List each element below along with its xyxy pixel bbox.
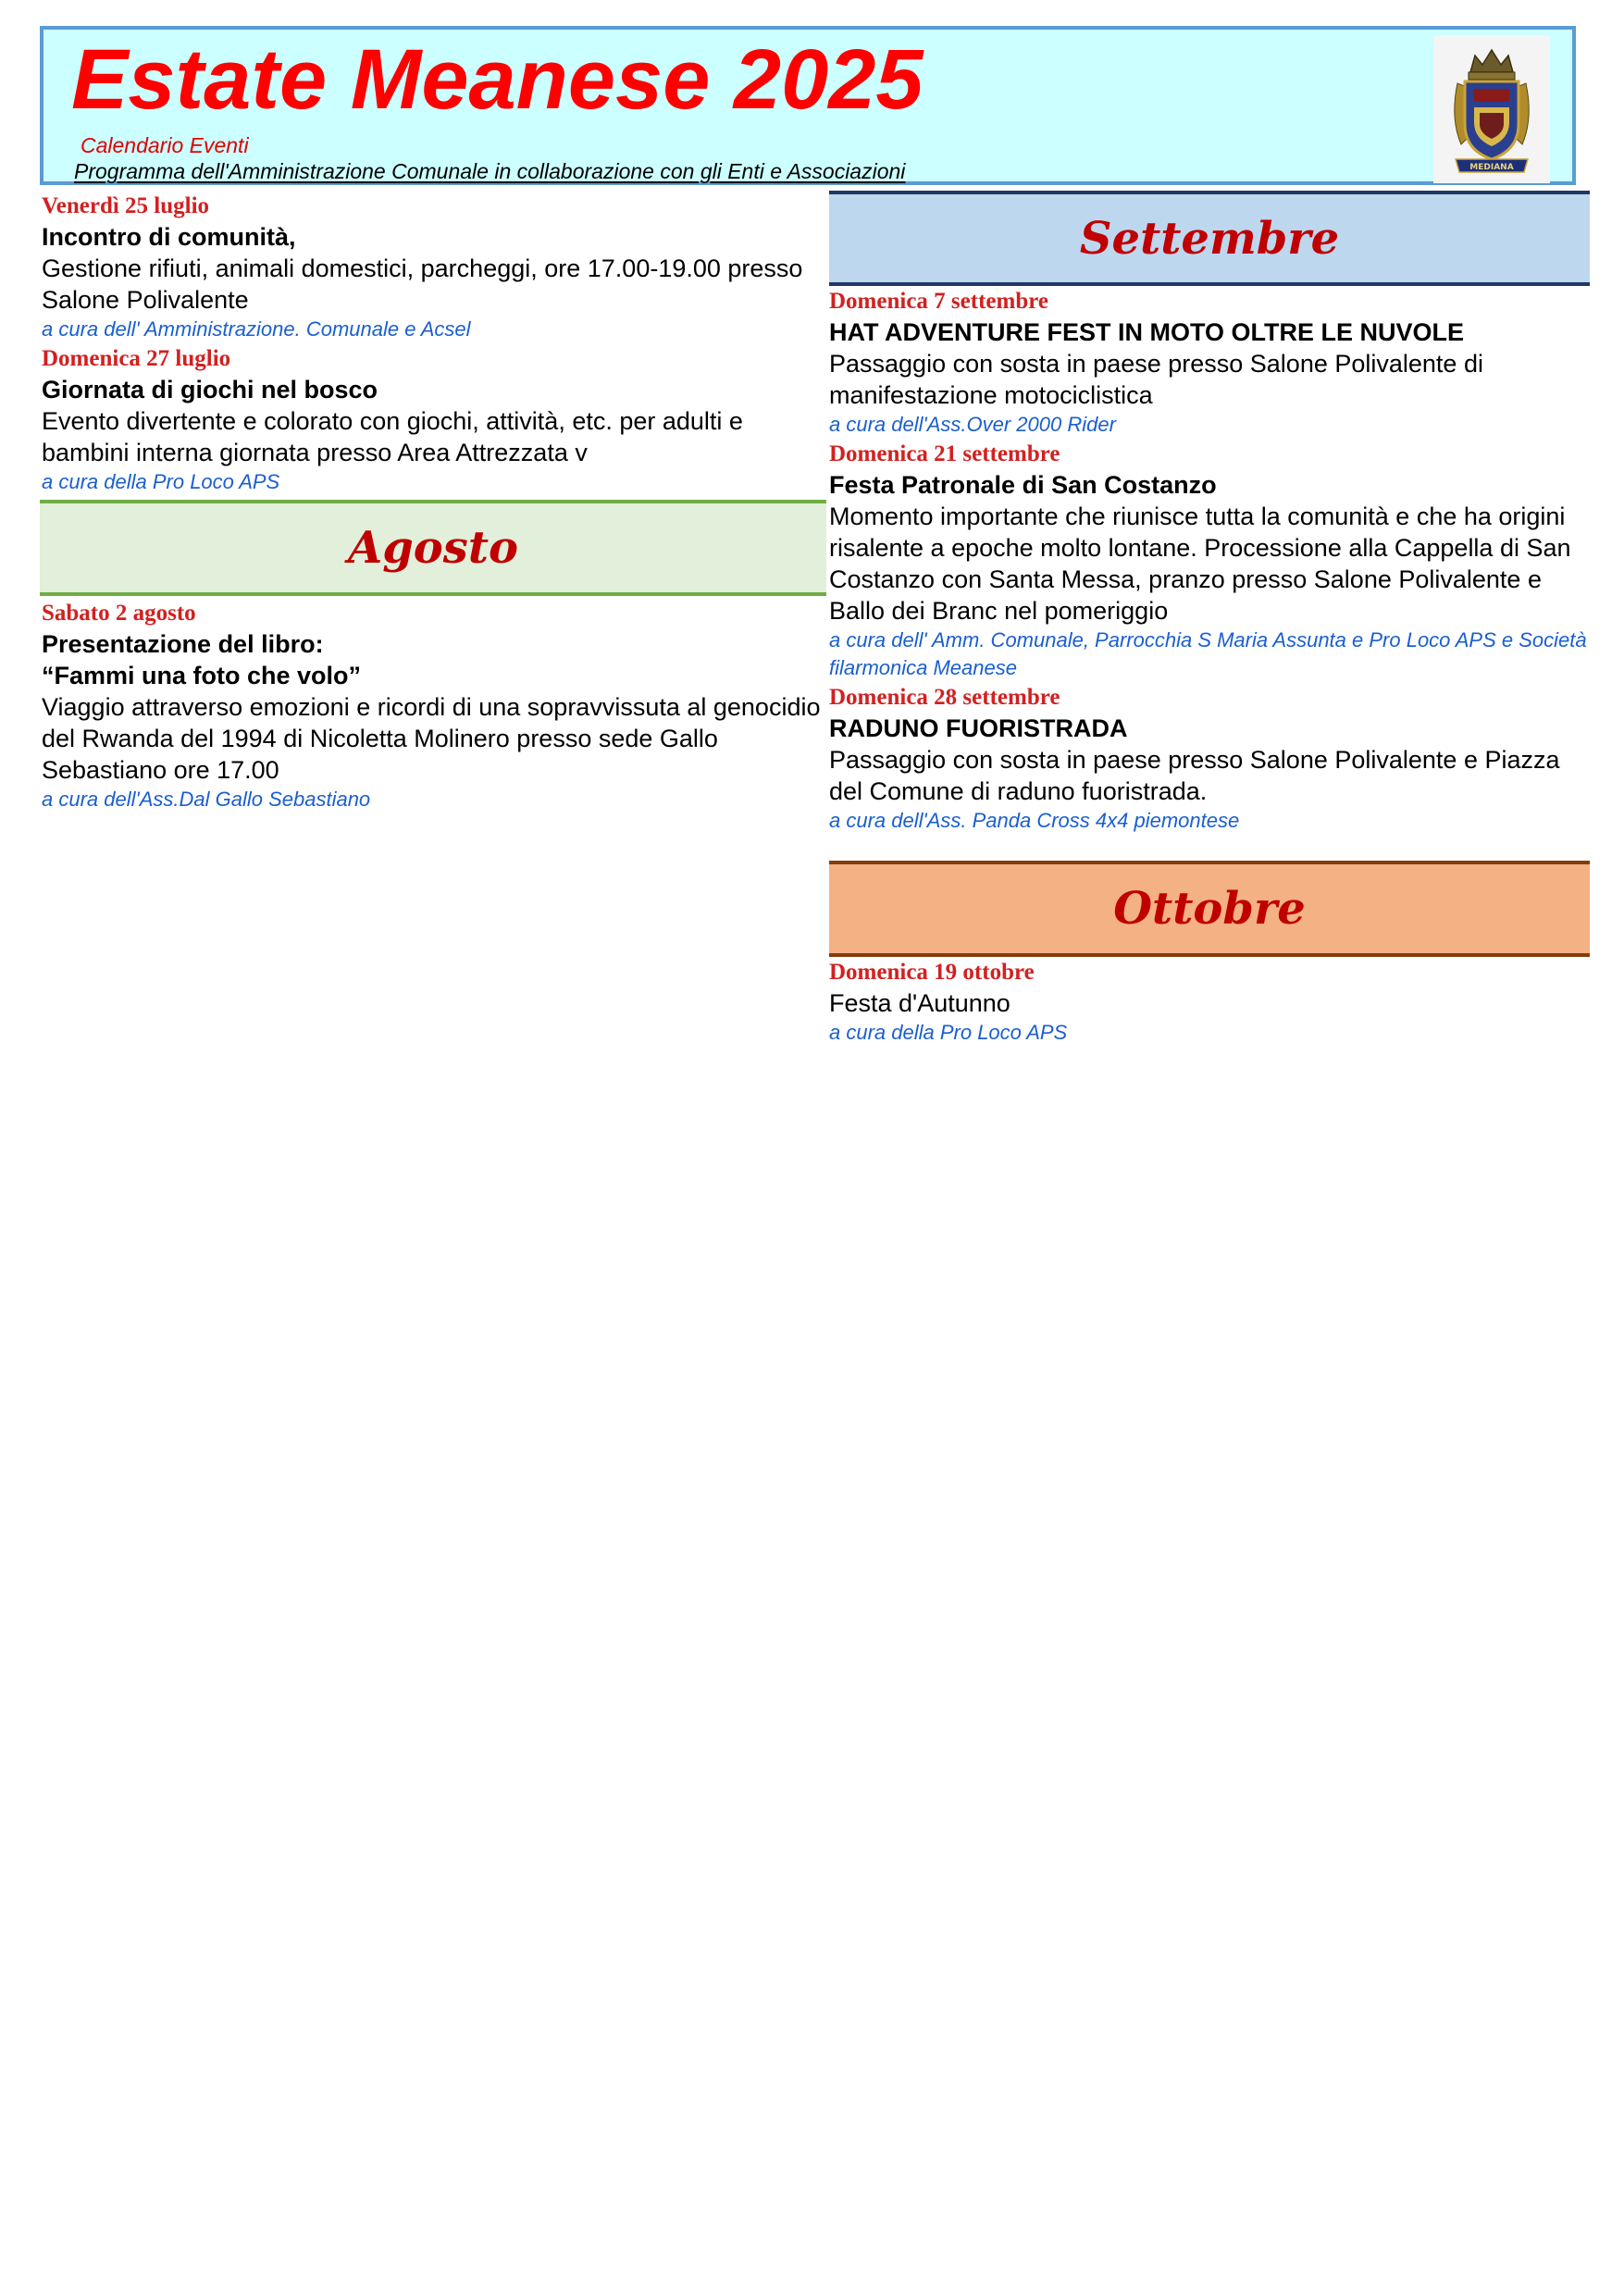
left-column (42, 191, 826, 813)
event-organizer: a cura dell'Ass. Panda Cross 4x4 piemontese (829, 809, 1240, 832)
event-organizer: a cura dell' Amm. Comunale, Parrocchia S Maria Assunta e Pro Loco APS e Società filarmonica Meanese (829, 628, 1587, 679)
event-organizer: a cura della Pro Loco APS (42, 470, 280, 493)
event-settembre-21 (829, 439, 1590, 682)
event-description: Evento divertente e colorato con giochi, attività, etc. per adulti e bambini interna giornata presso Area Attrezzata v (42, 407, 743, 466)
municipal-crest-logo (1433, 35, 1550, 183)
event-date: Sabato 2 agosto (42, 601, 196, 626)
event-luglio-25 (42, 191, 826, 343)
event-title: HAT ADVENTURE FEST IN MOTO OLTRE LE NUVOLE (829, 318, 1465, 346)
event-luglio-27 (42, 343, 826, 496)
event-date: Domenica 7 settembre (829, 289, 1048, 314)
event-settembre-7 (829, 286, 1590, 439)
logo-text: MEDIANA (1469, 163, 1514, 172)
event-ottobre-19 (829, 957, 1590, 1047)
event-organizer: a cura dell'Ass.Over 2000 Rider (829, 413, 1116, 436)
event-title: Incontro di comunità, (42, 223, 296, 251)
event-organizer: a cura dell' Amministrazione. Comunale e Acsel (42, 317, 471, 341)
header-banner (40, 26, 1576, 185)
page-title: Estate Meanese 2025 (71, 32, 924, 127)
event-title: RADUNO FUORISTRADA (829, 714, 1128, 742)
month-header-agosto: Agosto (40, 500, 826, 596)
program-line: Programma dell'Amministrazione Comunale in collaborazione con gli Enti e Associazioni (74, 159, 906, 183)
event-description: Passaggio con sosta in paese presso Salone Polivalente di manifestazione motociclistica (829, 350, 1483, 409)
month-header-ottobre: Ottobre (829, 861, 1590, 957)
event-title: Giornata di giochi nel bosco (42, 376, 378, 403)
event-date: Domenica 28 settembre (829, 685, 1060, 710)
event-date: Venerdì 25 luglio (42, 193, 210, 218)
event-book-title: “Fammi una foto che volo” (42, 662, 362, 689)
right-column (829, 191, 1590, 1047)
event-description: Viaggio attraverso emozioni e ricordi di una sopravvissuta al genocidio del Rwanda del 1994 di Nicoletta Molinero presso sede Gallo Sebastiano ore 17.00 (42, 693, 821, 784)
event-description: Gestione rifiuti, animali domestici, parcheggi, ore 17.00-19.00 presso Salone Polivalente (42, 254, 803, 314)
event-date: Domenica 19 ottobre (829, 960, 1035, 985)
event-settembre-28 (829, 682, 1590, 835)
event-title: Presentazione del libro: (42, 630, 324, 658)
event-agosto-2 (42, 598, 826, 813)
event-date: Domenica 21 settembre (829, 441, 1060, 466)
event-title: Festa Patronale di San Costanzo (829, 471, 1217, 499)
month-header-settembre: Settembre (829, 191, 1590, 286)
event-description: Festa d'Autunno (829, 989, 1010, 1017)
event-description: Momento importante che riunisce tutta la comunità e che ha origini risalente a epoche molto lontane. Processione alla Cappella di San Costanzo con Santa Messa, pranzo presso Salone Polivalente e Ballo dei Branc nel pomeriggio (829, 503, 1571, 625)
event-organizer: a cura della Pro Loco APS (829, 1021, 1068, 1044)
event-organizer: a cura dell'Ass.Dal Gallo Sebastiano (42, 788, 371, 811)
event-description: Passaggio con sosta in paese presso Salone Polivalente e Piazza del Comune di raduno fuoristrada. (829, 746, 1560, 805)
event-date: Domenica 27 luglio (42, 346, 231, 371)
page-subtitle: Calendario Eventi (81, 133, 249, 157)
